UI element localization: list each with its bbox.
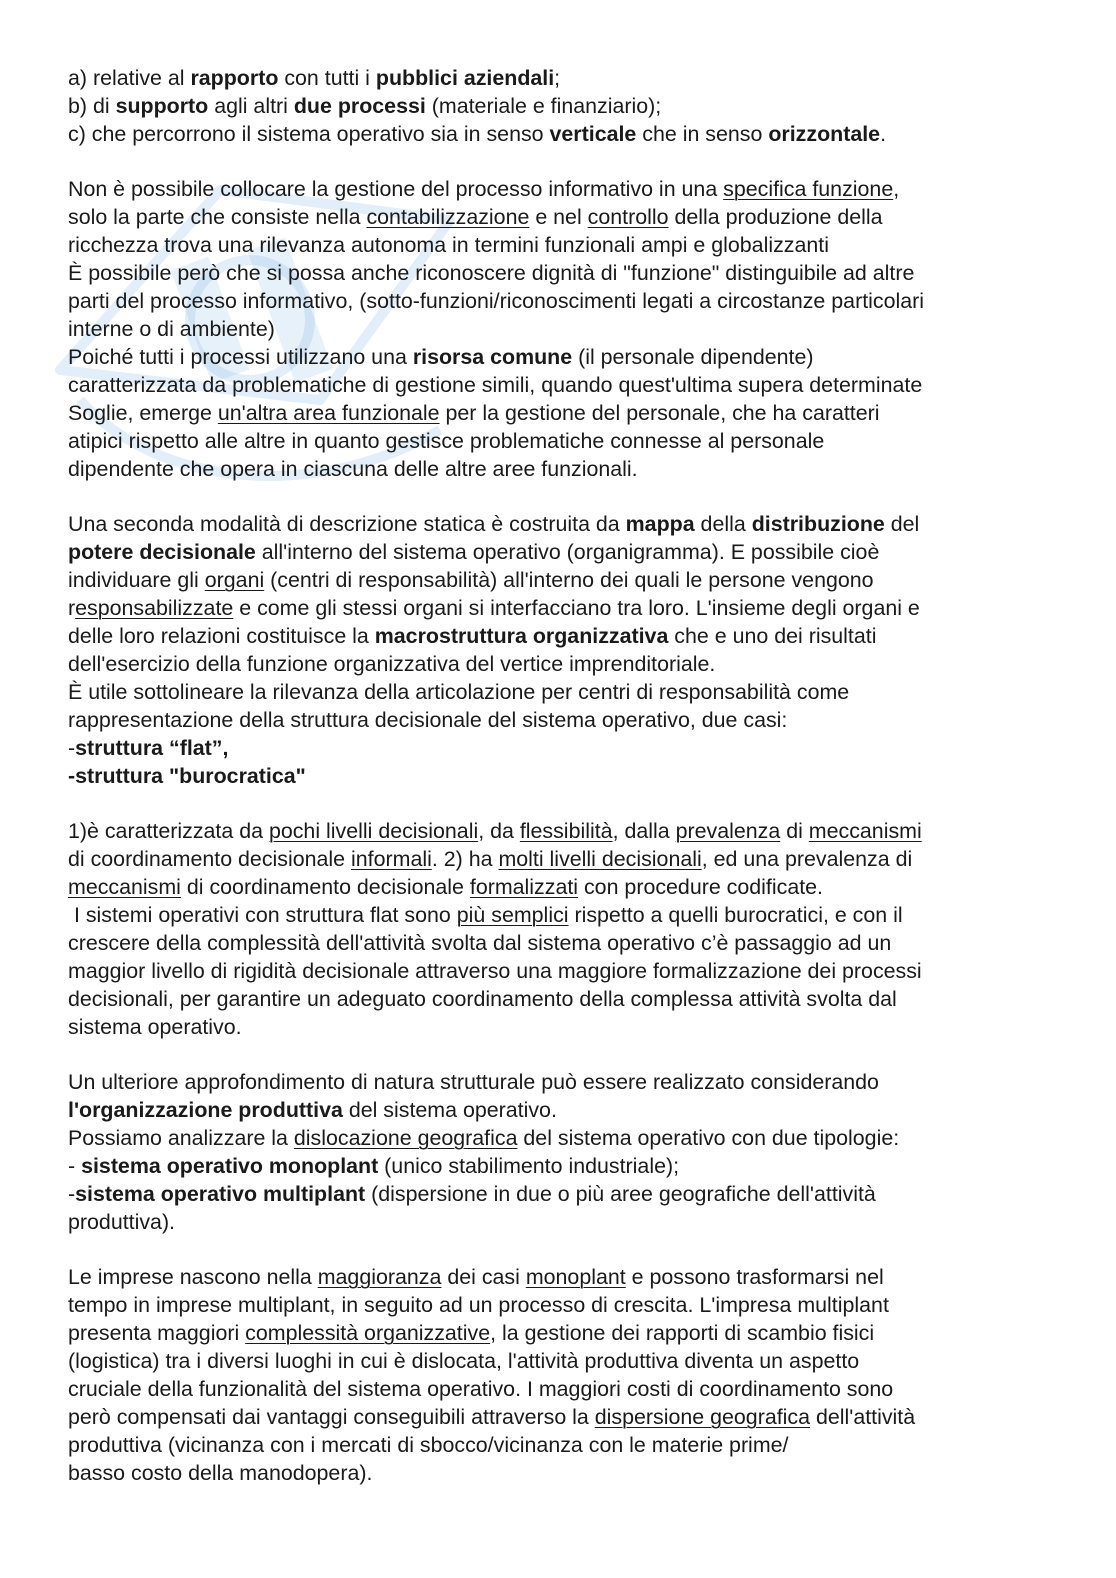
text-run: della [694, 512, 752, 536]
bold-text: sistema operativo monoplant [81, 1154, 379, 1178]
text-line [68, 929, 1058, 957]
underlined-text: specifica funzione [723, 177, 894, 201]
text-run: del sistema operativo con due tipologie: [517, 1126, 900, 1150]
text-line [68, 455, 1058, 483]
underlined-text: prevalenza [675, 819, 781, 843]
text-run: - [68, 736, 76, 760]
text-run: caratterizzata da problematiche di gestione simili, quando quest'ultima supera determinate [68, 373, 923, 397]
text-run: produttiva (vicinanza con i mercati di sbocco/vicinanza con le materie prime/ [68, 1433, 789, 1457]
text-run: , da [478, 819, 520, 843]
text-run: cruciale della funzionalità del sistema operativo. I maggiori costi di coordinamento sono [68, 1377, 894, 1401]
paragraph-gap [68, 483, 1058, 510]
underlined-text: pochi livelli decisionali [268, 819, 479, 843]
underlined-text: molti livelli decisionali [498, 847, 702, 871]
underlined-text: dispersione geografica [594, 1405, 810, 1429]
underlined-text: monoplant [525, 1265, 626, 1289]
text-run: dell'esercizio della funzione organizzativa del vertice imprenditoriale. [68, 652, 716, 676]
text-line [68, 957, 1058, 985]
text-run: rappresentazione della struttura decisionale del sistema operativo, due casi: [68, 708, 788, 732]
underlined-text: controllo [587, 205, 669, 229]
text-run: tempo in imprese multiplant, in seguito ad un processo di crescita. L'impresa multiplant [68, 1293, 889, 1317]
text-run: decisionali, per garantire un adeguato coordinamento della complessa attività svolta dal [68, 987, 897, 1011]
text-line [68, 650, 1058, 678]
paragraph-gap [68, 790, 1058, 817]
text-run: (dispersione in due o più aree geografiche dell'attività [365, 1182, 876, 1206]
text-line [68, 1459, 1058, 1487]
text-run: a) relative al [68, 66, 191, 90]
text-line [68, 845, 1058, 873]
underlined-text: maggioranza [317, 1265, 442, 1289]
text-run: e come gli stessi organi si interfacciano tra loro. L'insieme degli organi e [233, 596, 920, 620]
text-run: - [68, 1182, 76, 1206]
text-run: (il personale dipendente) [572, 345, 814, 369]
paragraph-gap [68, 148, 1058, 175]
paragraph [68, 817, 1058, 1041]
bold-text: mappa [625, 512, 695, 536]
text-run: produttiva). [68, 1210, 176, 1234]
text-run: Non è possibile collocare la gestione del processo informativo in una [68, 177, 724, 201]
text-run: basso costo della manodopera). [68, 1461, 373, 1485]
text-run: rispetto a quelli burocratici, e con il [568, 903, 903, 927]
bold-text: sistema operativo multiplant [75, 1182, 366, 1206]
bold-text: struttura “flat”, [75, 736, 229, 760]
text-run: del sistema operativo. [342, 1098, 557, 1122]
text-line [68, 1124, 1058, 1152]
text-line [68, 315, 1058, 343]
text-line [68, 734, 1058, 762]
text-run: però compensati dai vantaggi conseguibili attraverso la [68, 1405, 595, 1429]
text-line [68, 678, 1058, 706]
bold-text: supporto [115, 94, 209, 118]
paragraph [68, 175, 1058, 483]
text-run: (logistica) tra i diversi luoghi in cui è dislocata, l'attività produttiva diventa un aspetto [68, 1349, 860, 1373]
text-run: Una seconda modalità di descrizione statica è costruita da [68, 512, 626, 536]
text-line [68, 259, 1058, 287]
text-line [68, 371, 1058, 399]
paragraph [68, 1068, 1058, 1236]
text-run: individuare gli [68, 568, 205, 592]
text-run: di coordinamento decisionale [68, 847, 352, 871]
text-line [68, 175, 1058, 203]
paragraph [68, 510, 1058, 790]
text-run: e nel [529, 205, 588, 229]
text-line [68, 343, 1058, 371]
text-line [68, 622, 1058, 650]
text-run: Le imprese nascono nella [68, 1265, 318, 1289]
text-line [68, 1180, 1058, 1208]
underlined-text: formalizzati [469, 875, 579, 899]
underlined-text: più semplici [456, 903, 569, 927]
bold-text: due processi [293, 94, 426, 118]
text-run: dei casi [441, 1265, 526, 1289]
bold-text: l'organizzazione produttiva [68, 1098, 343, 1122]
text-line [68, 203, 1058, 231]
underlined-text: un'altra area funzionale [217, 401, 440, 425]
text-run: I sistemi operativi con struttura flat sono [68, 903, 457, 927]
text-run: di [780, 819, 809, 843]
text-run: all'interno del sistema operativo (organigramma). E possibile cioè [255, 540, 880, 564]
underlined-text: meccanismi [808, 819, 922, 843]
text-run: ricchezza trova una rilevanza autonoma in termini funzionali ampi e globalizzanti [68, 233, 829, 257]
text-run: , ed una prevalenza di [701, 847, 913, 871]
text-run: solo la parte che consiste nella [68, 205, 367, 229]
underlined-text: contabilizzazione [366, 205, 530, 229]
text-line [68, 762, 1058, 790]
underlined-text: dislocazione geografica [293, 1126, 518, 1150]
text-run: parti del processo informativo, (sotto-funzioni/riconoscimenti legati a circostanze particolari [68, 289, 925, 313]
text-line [68, 510, 1058, 538]
text-run: che in senso [636, 122, 769, 146]
paragraph [68, 1263, 1058, 1487]
bold-text: potere decisionale [68, 540, 256, 564]
bold-text: rapporto [190, 66, 279, 90]
text-run: È utile sottolineare la rilevanza della articolazione per centri di responsabilità come [68, 680, 850, 704]
text-line [68, 287, 1058, 315]
bold-text: risorsa comune [412, 345, 573, 369]
text-run: atipici rispetto alle altre in quanto gestisce problematiche connesse al personale [68, 429, 825, 453]
text-line [68, 1319, 1058, 1347]
underlined-text: meccanismi [68, 875, 181, 899]
underlined-text: organi [204, 568, 265, 592]
text-run: (unico stabilimento industriale); [378, 1154, 680, 1178]
text-run: - [68, 1154, 82, 1178]
text-line [68, 817, 1058, 845]
text-run: per la gestione del personale, che ha caratteri [439, 401, 880, 425]
text-run: del [884, 512, 920, 536]
text-run: Soglie, emerge [68, 401, 218, 425]
text-run: , [893, 177, 900, 201]
text-run: di coordinamento decisionale [180, 875, 470, 899]
text-run: agli altri [208, 94, 294, 118]
paragraph-gap [68, 1041, 1058, 1068]
document-body [68, 64, 1058, 1487]
text-line [68, 1291, 1058, 1319]
text-line [68, 873, 1058, 901]
text-line [68, 64, 1058, 92]
text-run: e possono trasformarsi nel [625, 1265, 884, 1289]
text-run: Poiché tutti i processi utilizzano una [68, 345, 413, 369]
text-run: Possiamo analizzare la [68, 1126, 294, 1150]
underlined-text: complessità organizzative [245, 1321, 491, 1345]
text-line [68, 901, 1058, 929]
text-line [68, 594, 1058, 622]
text-run: b) di [68, 94, 116, 118]
text-run: (centri di responsabilità) all'interno dei quali le persone vengono [264, 568, 874, 592]
text-run: Un ulteriore approfondimento di natura strutturale può essere realizzato considerando [68, 1070, 879, 1094]
text-run: . [880, 122, 887, 146]
text-run: c) che percorrono il sistema operativo sia in senso [68, 122, 550, 146]
text-run: dell'attività [810, 1405, 916, 1429]
text-run: delle loro relazioni costituisce la [68, 624, 375, 648]
text-run: , la gestione dei rapporti di scambio fisici [490, 1321, 875, 1345]
text-line [68, 538, 1058, 566]
text-line [68, 120, 1058, 148]
text-line [68, 1152, 1058, 1180]
text-run: con procedure codificate. [578, 875, 823, 899]
text-run: con tutti i [278, 66, 376, 90]
text-run: maggior livello di rigidità decisionale attraverso una maggiore formalizzazione dei processi [68, 959, 922, 983]
text-line [68, 1375, 1058, 1403]
text-run: sistema operativo. [68, 1015, 242, 1039]
text-run: , dalla [612, 819, 676, 843]
text-line [68, 1347, 1058, 1375]
text-run: crescere della complessità dell'attività svolta dal sistema operativo c’è passaggio ad un [68, 931, 892, 955]
text-line [68, 706, 1058, 734]
text-line [68, 566, 1058, 594]
text-run: della produzione della [668, 205, 883, 229]
text-line [68, 1096, 1058, 1124]
bold-text: verticale [549, 122, 637, 146]
paragraph [68, 64, 1058, 148]
text-line [68, 985, 1058, 1013]
underlined-text: flessibilità [519, 819, 613, 843]
paragraph-gap [68, 1236, 1058, 1263]
text-line [68, 92, 1058, 120]
text-line [68, 231, 1058, 259]
bold-text: macrostruttura organizzativa [374, 624, 669, 648]
text-line [68, 1068, 1058, 1096]
bold-text: pubblici aziendali [375, 66, 555, 90]
text-line [68, 1208, 1058, 1236]
underlined-text: informali [351, 847, 432, 871]
text-run: r [68, 596, 76, 620]
text-run: dipendente che opera in ciascuna delle altre aree funzionali. [68, 457, 638, 481]
bold-text: -struttura "burocratica" [68, 764, 306, 788]
text-run: . 2) ha [431, 847, 499, 871]
text-run: presenta maggiori [68, 1321, 246, 1345]
text-line [68, 1403, 1058, 1431]
text-run: che e uno dei risultati [668, 624, 877, 648]
text-run: 1)è caratterizzata da [68, 819, 269, 843]
text-run: (materiale e finanziario); [425, 94, 662, 118]
bold-text: distribuzione [751, 512, 885, 536]
bold-text: orizzontale [768, 122, 881, 146]
text-line [68, 1263, 1058, 1291]
text-run: È possibile però che si possa anche riconoscere dignità di "funzione" distinguibile ad altre [68, 261, 915, 285]
text-run: interne o di ambiente) [68, 317, 275, 341]
text-line [68, 399, 1058, 427]
text-run: ; [554, 66, 561, 90]
text-line [68, 1013, 1058, 1041]
underlined-text: esponsabilizzate [75, 596, 234, 620]
text-line [68, 427, 1058, 455]
text-line [68, 1431, 1058, 1459]
